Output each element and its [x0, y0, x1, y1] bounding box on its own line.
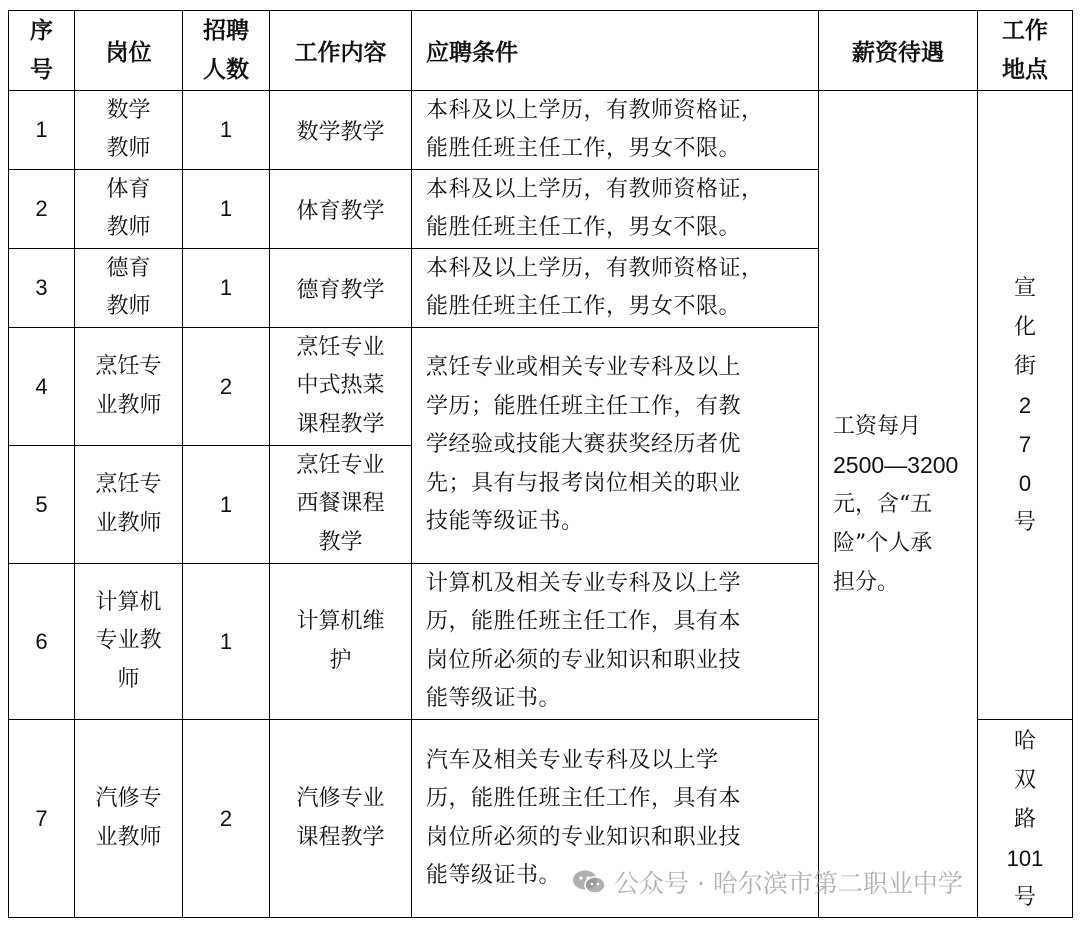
count-cell: 2 — [183, 720, 270, 918]
requirements-cell-culinary: 烹饪专业或相关专业专科及以上 学历；能胜任班主任工作，有教 学经验或技能大赛获奖经历者优 先；具有与报考岗位相关的职业 技能等级证书。 — [412, 328, 819, 564]
header-location: 工作 地点 — [978, 11, 1073, 91]
position-cell: 汽修专 业教师 — [75, 720, 183, 918]
seq-cell: 2 — [9, 170, 75, 249]
count-cell: 2 — [183, 328, 270, 446]
content-cell: 烹饪专业 中式热菜 课程教学 — [270, 328, 412, 446]
count-cell: 1 — [183, 446, 270, 564]
watermark — [572, 864, 963, 900]
position-cell: 烹饪专 业教师 — [75, 446, 183, 564]
content-cell: 计算机维 护 — [270, 564, 412, 720]
header-row — [9, 11, 1073, 91]
position-cell: 计算机 专业教 师 — [75, 564, 183, 720]
count-cell: 1 — [183, 170, 270, 249]
seq-cell: 5 — [9, 446, 75, 564]
content-cell: 体育教学 — [270, 170, 412, 249]
header-count: 招聘 人数 — [183, 11, 270, 91]
count-cell: 1 — [183, 91, 270, 170]
requirements-cell: 计算机及相关专业专科及以上学 历，能胜任班主任工作，具有本 岗位所必须的专业知识和职业技 能等级证书。 — [412, 564, 819, 720]
wechat-icon — [572, 869, 606, 895]
header-content: 工作内容 — [270, 11, 412, 91]
seq-cell: 6 — [9, 564, 75, 720]
seq-cell: 4 — [9, 328, 75, 446]
salary-cell: 工资每月 2500—3200 元，含“五 险”个人承 担分。 — [819, 91, 978, 918]
seq-cell: 1 — [9, 91, 75, 170]
position-cell: 数学 教师 — [75, 91, 183, 170]
content-cell: 德育教学 — [270, 249, 412, 328]
seq-cell: 3 — [9, 249, 75, 328]
requirements-cell: 本科及以上学历，有教师资格证， 能胜任班主任工作，男女不限。 — [412, 170, 819, 249]
seq-cell: 7 — [9, 720, 75, 918]
requirements-cell: 本科及以上学历，有教师资格证， 能胜任班主任工作，男女不限。 — [412, 91, 819, 170]
header-position: 岗位 — [75, 11, 183, 91]
header-salary: 薪资待遇 — [819, 11, 978, 91]
watermark-text: 公众号 · 哈尔滨市第二职业中学 — [614, 869, 963, 898]
position-cell: 德育 教师 — [75, 249, 183, 328]
content-cell: 烹饪专业 西餐课程 教学 — [270, 446, 412, 564]
content-cell: 数学教学 — [270, 91, 412, 170]
header-seq: 序 号 — [9, 11, 75, 91]
content-cell: 汽修专业 课程教学 — [270, 720, 412, 918]
position-cell: 烹饪专 业教师 — [75, 328, 183, 446]
requirements-cell: 汽车及相关专业专科及以上学 历，能胜任班主任工作，具有本 岗位所必须的专业知识和职业技 能等级证书。 — [412, 720, 819, 918]
position-cell: 体育 教师 — [75, 170, 183, 249]
table-row — [9, 91, 1073, 170]
count-cell: 1 — [183, 564, 270, 720]
count-cell: 1 — [183, 249, 270, 328]
recruitment-table — [8, 10, 1073, 918]
location-cell-hashuang: 哈 双 路 101 号 — [978, 720, 1073, 918]
header-requirements: 应聘条件 — [412, 11, 819, 91]
location-cell-xuanhua: 宣 化 街 2 7 0 号 — [978, 91, 1073, 720]
requirements-cell: 本科及以上学历，有教师资格证， 能胜任班主任工作，男女不限。 — [412, 249, 819, 328]
